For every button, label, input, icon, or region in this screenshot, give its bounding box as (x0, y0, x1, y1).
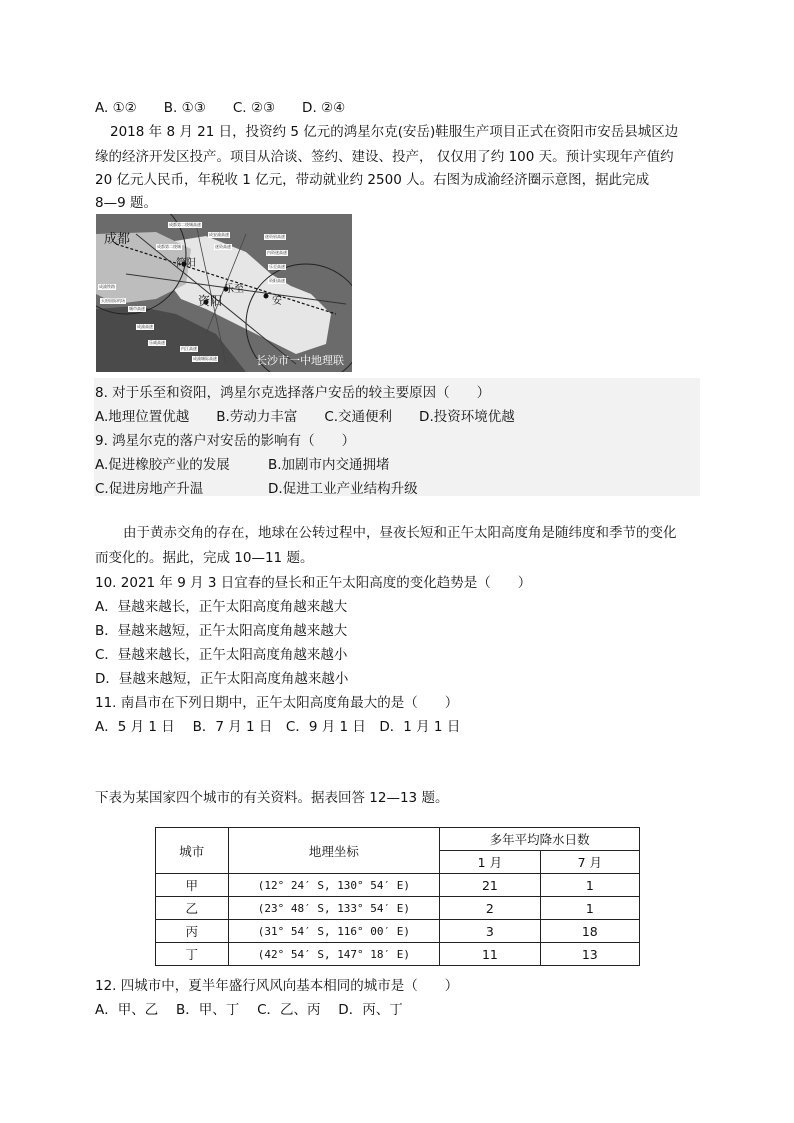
table-row (156, 943, 640, 966)
cell-jul: 1 (540, 874, 639, 897)
map-label: 资阳高速 (269, 278, 285, 283)
q8-options: A.地理位置优越 B.劳动力丰富 C.交通便利 D.投资环境优越 (95, 409, 515, 425)
cell-coord: (42° 54′ S, 147° 18′ E) (228, 943, 440, 966)
header-jan: 1 月 (440, 851, 540, 874)
cell-coord: (23° 48′ S, 133° 54′ E) (228, 897, 440, 920)
cell-jan: 2 (440, 897, 540, 920)
map-label: 遂资眉高速 (265, 234, 285, 239)
q10-option-b: B．昼越来越短，正午太阳高度角越来越大 (95, 623, 348, 639)
q10-stem: 10. 2021 年 9 月 3 日宜春的昼长和正午太阳高度的变化趋势是（ ） (95, 575, 532, 591)
map-label: 城市高速 (129, 306, 145, 311)
cell-city: 丁 (156, 943, 229, 966)
q12-options: A．甲、乙 B．甲、丁 C．乙、丙 D．丙、丁 (95, 1002, 403, 1018)
cell-jul: 13 (540, 943, 639, 966)
cell-city: 甲 (156, 874, 229, 897)
cell-jan: 21 (440, 874, 540, 897)
q9-option-c: C.促进房地产升温 (95, 481, 204, 497)
passage3-line2: 而变化的。据此，完成 10—11 题。 (95, 550, 314, 566)
q7-options: A. ①② B. ①③ C. ②③ D. ②④ (95, 100, 346, 116)
map-city-chengdu: 成都 (104, 232, 131, 247)
cell-jul: 18 (540, 920, 639, 943)
q9-option-a: A.促进橡胶产业的发展 (95, 457, 230, 473)
passage2-line3: 20 亿元人民币，年税收 1 亿元，带动就业约 2500 人。右图为成渝经济圈示意图，据此完成 (95, 172, 650, 188)
passage2-line4: 8—9 题。 (95, 195, 157, 211)
map-label: 乐至高速 (269, 264, 285, 269)
map-city-ziyang: 资阳 (198, 294, 223, 308)
cell-jan: 11 (440, 943, 540, 966)
q10-option-d: D．昼越来越短，正午太阳高度角越来越小 (95, 671, 349, 687)
passage2-line2: 缘的经济开发区投产。项目从洽谈、签约、建设、投产， 仅仅用了约 100 天。预计实现年产值约 (95, 149, 674, 165)
table-row (156, 920, 640, 943)
map-label: 成渝高速 (137, 324, 153, 329)
q12-stem: 12. 四城市中，夏半年盛行风风向基本相同的城市是（ ） (95, 978, 459, 994)
passage3-line1: 由于黄赤交角的存在，地球在公转过程中，昼夜长短和正午太阳高度角是随纬度和季节的变化 (123, 525, 677, 541)
map-label: 乐威高速 (149, 340, 165, 345)
cell-jan: 3 (440, 920, 540, 943)
header-city: 城市 (156, 828, 229, 874)
q8-stem: 8. 对于乐至和资阳，鸿星尔克选择落户安岳的较主要原因（ ） (95, 385, 491, 401)
map-label: 内资遂高速 (267, 250, 287, 255)
table-row (156, 874, 640, 897)
q9-option-d: D.促进工业产业结构升级 (268, 481, 418, 497)
q11-options: A．5 月 1 日 B．7 月 1 日 C．9 月 1 日 D．1 月 1 日 (95, 719, 461, 735)
passage2-line1: 2018 年 8 月 21 日，投资约 5 亿元的鸿星尔克(安岳)鞋服生产项目正式在资阳市安岳县城区边 (110, 124, 679, 140)
map-watermark: 长沙市一中地理联 (256, 354, 344, 367)
cell-city: 丙 (156, 920, 229, 943)
chengyu-economic-circle-map (96, 214, 352, 372)
cell-jul: 1 (540, 897, 639, 920)
map-city-an: 安 (272, 296, 282, 307)
q10-option-c: C．昼越来越长，正午太阳高度角越来越小 (95, 647, 348, 663)
cell-coord: (12° 24′ S, 130° 54′ E) (228, 874, 440, 897)
map-label: 遂资高速 (215, 244, 231, 249)
header-rain-days: 多年平均降水日数 (440, 828, 640, 851)
map-label: 成都第二绕城高速 (169, 222, 201, 227)
q11-stem: 11. 南昌市在下列日期中，正午太阳高度角最大的是（ ） (95, 695, 459, 711)
map-label: 成渝城际高速 (193, 356, 217, 361)
cell-coord: (31° 54′ S, 116° 00′ E) (228, 920, 440, 943)
map-city-lezhi: 乐至 (224, 284, 244, 295)
table-row (156, 897, 640, 920)
map-label: 成安渝高速 (209, 232, 229, 237)
map-label: 内江高速 (181, 346, 197, 351)
header-coord: 地理坐标 (228, 828, 440, 874)
city-data-table (155, 827, 640, 966)
q10-option-a: A．昼越来越长，正午太阳高度角越来越大 (95, 599, 348, 615)
header-jul: 7 月 (540, 851, 639, 874)
cell-city: 乙 (156, 897, 229, 920)
q9-option-b: B.加剧市内交通拥堵 (268, 457, 390, 473)
map-city-jianyang: 简阳 (176, 258, 196, 269)
map-label: 成渝铁路 (99, 284, 115, 289)
map-label: 成都第二绕城 (157, 244, 181, 249)
q9-stem: 9. 鸿星尔克的落户对安岳的影响有（ ） (95, 433, 356, 449)
map-label: 天府国际机场 (101, 298, 125, 303)
table-intro: 下表为某国家四个城市的有关资料。据表回答 12—13 题。 (95, 790, 449, 806)
